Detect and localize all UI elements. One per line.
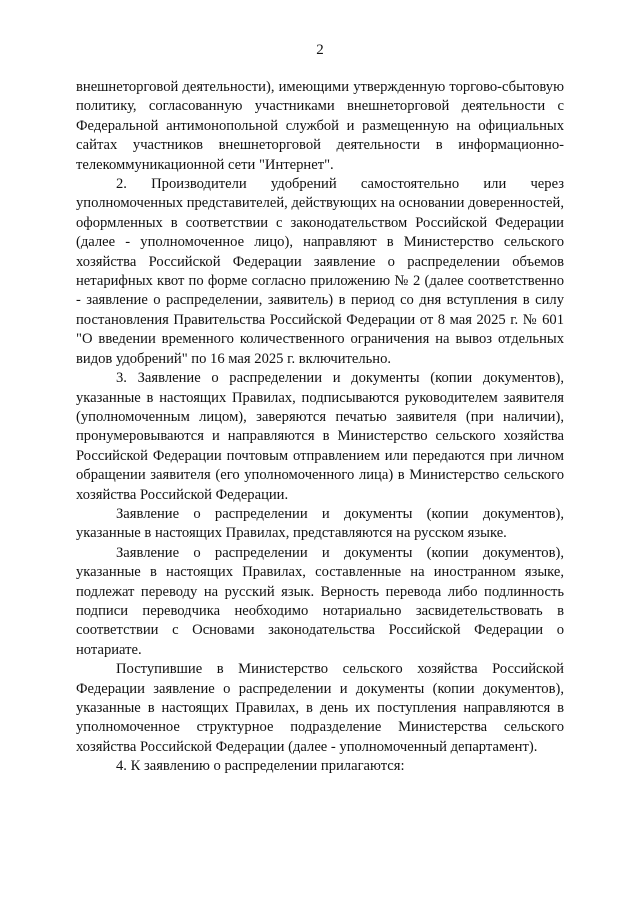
paragraph-received-documents: Поступившие в Министерство сельского хозяйства Российской Федерации заявление о распределении и документы (копии документов), указанные в настоящих Правилах, в день их поступления направляются в уполномоченное структурное подразделение Министерства сельского хозяйства Российской Федерации (далее - уполномоченный департамент). [76, 661, 564, 755]
paragraph-item-2: 2. Производители удобрений самостоятельно или через уполномоченных представителей, действующих на основании доверенностей, оформленных в соответствии с законодательством Российской Федерации (далее - уполномоченное лицо), направляют в Министерство сельского хозяйства Российской Федерации заявление о распределении объемов нетарифных квот по форме согласно приложению № 2 (далее соответственно - заявление о распределении, заявитель) в период со дня вступления в силу постановления Правительства Российской Федерации от 8 мая 2025 г. № 601 "О введении временного количественного ограничения на вывоз отдельных видов удобрений" по 16 мая 2025 г. включительно. [76, 176, 564, 367]
paragraph-translation: Заявление о распределении и документы (копии документов), указанные в настоящих Правилах, составленные на иностранном языке, подлежат переводу на русский язык. Верность перевода либо подлинность подписи переводчика необходимо нотариально засвидетельствовать в соответствии с Основами законодательства Российской Федерации о нотариате. [76, 544, 564, 658]
page-number: 2 [316, 42, 324, 58]
paragraph-russian-language: Заявление о распределении и документы (копии документов), указанные в настоящих Правилах, представляются на русском языке. [76, 505, 564, 542]
paragraph-item-4: 4. К заявлению о распределении прилагаются: [116, 758, 405, 775]
paragraph-item-3: 3. Заявление о распределении и документы (копии документов), указанные в настоящих Правилах, подписываются руководителем заявителя (уполномоченным лицом), заверяются печатью заявителя (при наличии), пронумеровываются и направляются в Министерство сельского хозяйства Российской Федерации почтовым отправлением или передаются при личном обращении заявителя (его уполномоченного лица) в Министерство сельского хозяйства Российской Федерации. [76, 370, 564, 503]
paragraph-continuation: внешнеторговой деятельности), имеющими утвержденную торгово-сбытовую политику, согласованную участниками внешнеторговой деятельности с Федеральной антимонопольной службой и размещенную на официальных сайтах участников внешнеторговой деятельности в информационно-телекоммуникационной сети "Интернет". [76, 79, 564, 173]
document-body [76, 78, 564, 777]
